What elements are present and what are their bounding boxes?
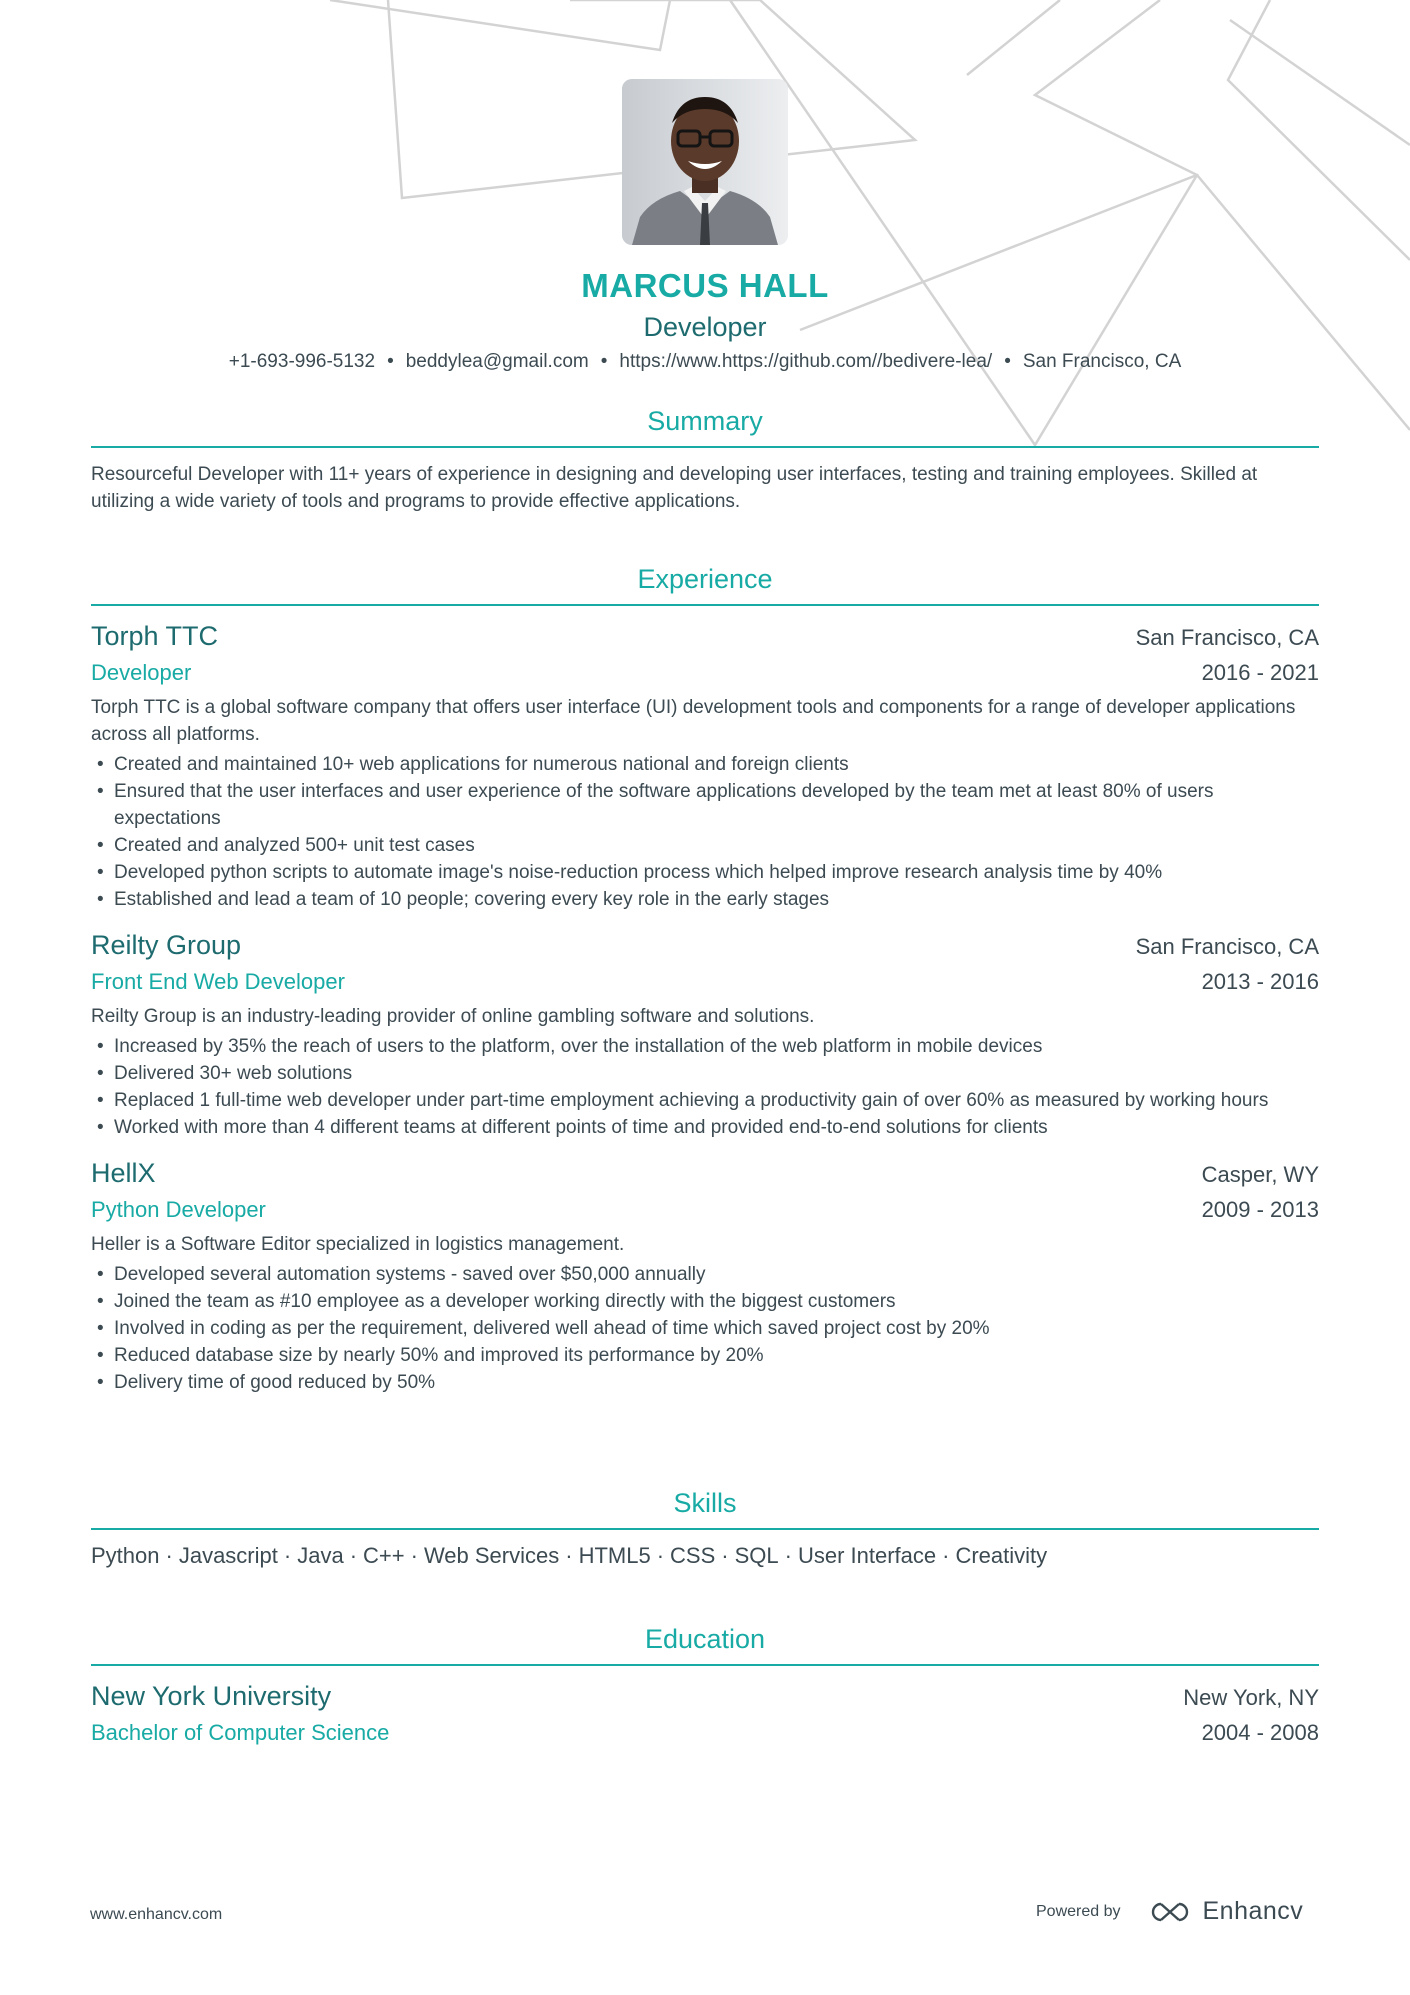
list-item: • Delivered 30+ web solutions	[91, 1060, 1319, 1087]
resume-header	[0, 262, 1410, 376]
footer-website-link[interactable]: www.enhancv.com	[90, 1906, 223, 1923]
experience-entry	[91, 1155, 1319, 1396]
powered-by-label: Powered by	[1036, 1902, 1121, 1920]
list-item: • Developed python scripts to automate image's noise-reduction process which helped improve research analysis time by 40%	[91, 859, 1319, 886]
contact-line	[0, 348, 1410, 376]
school-location: New York, NY	[1183, 1685, 1319, 1710]
company-description: Torph TTC is a global software company that offers user interface (UI) development tools and components for a range of developer applications across all platforms.	[91, 697, 1296, 745]
contact-separator: •	[387, 351, 394, 372]
skill-tag: CSS	[670, 1543, 716, 1568]
education-dates: 2004 - 2008	[1201, 1720, 1319, 1745]
skills-list	[91, 1540, 1319, 1572]
skills-section	[91, 1484, 1319, 1572]
skill-tag: C++	[363, 1543, 405, 1568]
contact-separator: •	[600, 351, 608, 372]
avatar-icon	[622, 79, 788, 245]
full-name: MARCUS HALL	[581, 267, 829, 304]
skill-tag: SQL	[734, 1543, 779, 1568]
skill-separator: ·	[656, 1543, 665, 1568]
list-item: • Worked with more than 4 different teams at different points of time and provided end-to-end solutions for clients	[91, 1114, 1319, 1141]
summary-text: Resourceful Developer with 11+ years of experience in designing and developing user interfaces, testing and training employees. Skilled at utilizing a wide variety of tools and programs to provide effective applications.	[91, 464, 1258, 512]
skill-separator: ·	[410, 1543, 418, 1568]
experience-entry	[91, 927, 1319, 1141]
section-divider	[91, 1528, 1319, 1530]
list-item: • Joined the team as #10 employee as a developer working directly with the biggest customers	[91, 1288, 1319, 1315]
skill-tag: Python	[91, 1543, 160, 1568]
achievement-list	[91, 751, 1319, 913]
section-heading-experience: Experience	[637, 564, 773, 594]
skill-separator: ·	[565, 1543, 573, 1568]
summary-section	[91, 402, 1319, 515]
skill-tag: Javascript	[178, 1543, 278, 1568]
skill-tag: User Interface	[797, 1543, 937, 1568]
list-item: • Created and maintained 10+ web applications for numerous national and foreign clients	[91, 751, 1319, 778]
company-description: Reilty Group is an industry-leading provider of online gambling software and solutions.	[91, 1006, 815, 1027]
company-description: Heller is a Software Editor specialized in logistics management.	[91, 1234, 625, 1255]
company-name: Reilty Group	[91, 930, 242, 960]
list-item: • Delivery time of good reduced by 50%	[91, 1369, 1319, 1396]
profile-photo	[622, 79, 788, 245]
list-item: • Established and lead a team of 10 people; covering every key role in the early stages	[91, 886, 1319, 913]
skill-separator: ·	[165, 1543, 173, 1568]
job-role: Front End Web Developer	[91, 969, 345, 994]
job-role: Python Developer	[91, 1197, 266, 1222]
list-item: • Replaced 1 full-time web developer under part-time employment achieving a productivity gain of over 60% as measured by working hours	[91, 1087, 1319, 1114]
education-entry	[91, 1678, 1319, 1750]
section-heading-skills: Skills	[673, 1488, 737, 1518]
list-item: • Ensured that the user interfaces and user experience of the software applications developed by the team met at least 80% of users expectations	[91, 778, 1319, 832]
list-item: • Created and analyzed 500+ unit test cases	[91, 832, 1319, 859]
skill-separator: ·	[721, 1543, 729, 1568]
list-item: • Increased by 35% the reach of users to the platform, over the installation of the web platform in mobile devices	[91, 1033, 1319, 1060]
experience-entry	[91, 618, 1319, 913]
location: San Francisco, CA	[1022, 351, 1182, 372]
skill-separator: ·	[283, 1543, 292, 1568]
company-name: Torph TTC	[91, 621, 219, 651]
school-name: New York University	[91, 1681, 332, 1711]
job-dates: 2009 - 2013	[1201, 1197, 1319, 1222]
job-role: Developer	[91, 660, 192, 685]
contact-separator: •	[1004, 351, 1011, 372]
experience-section	[91, 560, 1319, 1396]
skill-tag: Java	[297, 1543, 344, 1568]
skill-tag: HTML5	[578, 1543, 651, 1568]
job-location: San Francisco, CA	[1135, 625, 1319, 650]
job-dates: 2013 - 2016	[1201, 969, 1319, 994]
company-name: HellX	[91, 1158, 156, 1188]
section-divider	[91, 604, 1319, 606]
list-item: • Reduced database size by nearly 50% and improved its performance by 20%	[91, 1342, 1319, 1369]
section-heading-education: Education	[644, 1624, 766, 1654]
achievement-list	[91, 1033, 1319, 1141]
list-item: • Developed several automation systems - saved over $50,000 annually	[91, 1261, 1319, 1288]
job-title: Developer	[643, 312, 767, 342]
job-dates: 2016 - 2021	[1201, 660, 1319, 685]
section-heading-summary: Summary	[647, 406, 763, 436]
skill-tag: Creativity	[955, 1543, 1048, 1568]
skill-separator: ·	[349, 1543, 358, 1568]
email-address[interactable]: beddylea@gmail.com	[405, 351, 589, 372]
skill-tag: Web Services	[423, 1543, 560, 1568]
enhancv-logo-icon	[1147, 1900, 1193, 1924]
website-link[interactable]: https://www.https://github.com//bedivere-lea/	[619, 351, 993, 372]
section-divider	[91, 1664, 1319, 1666]
list-item: • Involved in coding as per the requirement, delivered well ahead of time which saved project cost by 20%	[91, 1315, 1319, 1342]
skill-separator: ·	[942, 1543, 950, 1568]
achievement-list	[91, 1261, 1319, 1396]
job-location: San Francisco, CA	[1135, 934, 1319, 959]
job-location: Casper, WY	[1201, 1162, 1319, 1187]
education-section	[91, 1620, 1319, 1750]
degree: Bachelor of Computer Science	[91, 1720, 390, 1745]
section-divider	[91, 446, 1319, 448]
brand-name: Enhancv	[1202, 1897, 1304, 1925]
phone-number[interactable]: +1-693-996-5132	[228, 351, 376, 372]
skill-separator: ·	[784, 1543, 792, 1568]
footer-branding	[1036, 1897, 1303, 1926]
